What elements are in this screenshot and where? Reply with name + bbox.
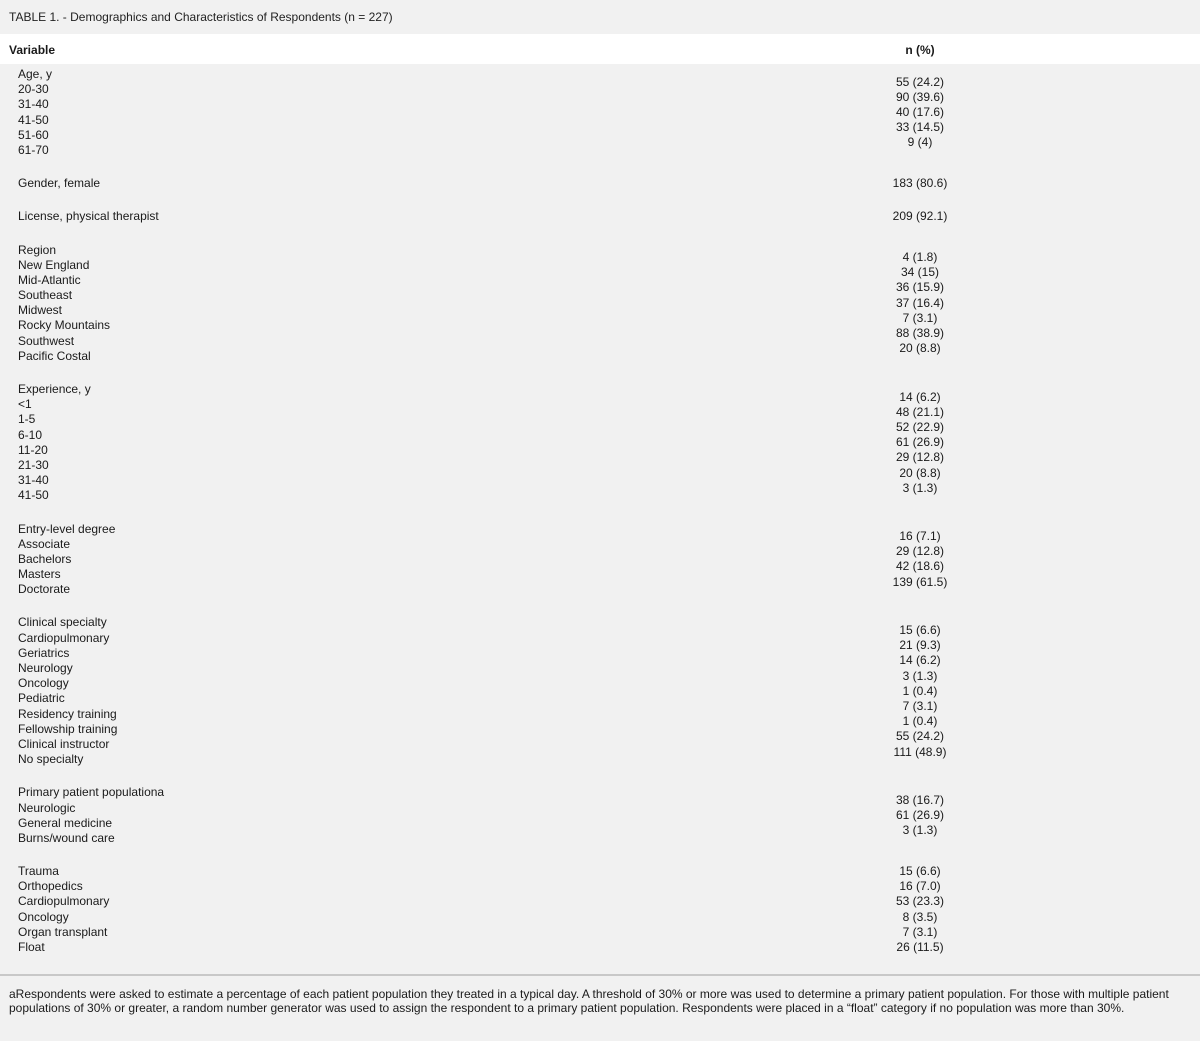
variable-column bbox=[18, 615, 618, 767]
n-percent-value: 7 (3.1) bbox=[902, 698, 938, 713]
variable-label: 31-40 bbox=[18, 473, 49, 488]
variable-column bbox=[18, 522, 618, 598]
n-percent-column bbox=[860, 529, 980, 590]
variable-label: 1-5 bbox=[18, 412, 36, 427]
variable-label: Burns/wound care bbox=[18, 830, 115, 845]
variable-label: 31-40 bbox=[18, 97, 49, 112]
n-percent-column bbox=[860, 864, 980, 955]
variable-label: New England bbox=[18, 257, 90, 272]
variable-label: Cardiopulmonary bbox=[18, 894, 110, 909]
variable-label: Float bbox=[18, 940, 45, 954]
variable-heading: Experience, y bbox=[18, 382, 91, 396]
n-percent-value: 38 (16.7) bbox=[895, 792, 945, 807]
variable-label: Associate bbox=[18, 536, 71, 551]
n-percent-column bbox=[860, 250, 980, 356]
variable-column bbox=[18, 67, 618, 158]
n-percent-column bbox=[860, 793, 980, 839]
variable-label: Oncology bbox=[18, 676, 69, 691]
n-percent-value: 55 (24.2) bbox=[895, 74, 945, 89]
variable-label: Southwest bbox=[18, 333, 75, 348]
variable-label: Southeast bbox=[18, 288, 73, 303]
n-percent-column bbox=[860, 623, 980, 760]
n-percent-value: 29 (12.8) bbox=[895, 544, 945, 559]
n-percent-value: 9 (4) bbox=[907, 135, 933, 150]
n-percent-column bbox=[860, 209, 980, 224]
variable-column bbox=[18, 864, 618, 955]
n-percent-value: 61 (26.9) bbox=[895, 808, 945, 823]
n-percent-value: 37 (16.4) bbox=[895, 295, 945, 310]
n-percent-value: 111 (48.9) bbox=[893, 744, 947, 759]
n-percent-value: 52 (22.9) bbox=[895, 419, 945, 434]
n-percent-value: 3 (1.3) bbox=[902, 480, 938, 495]
n-percent-value: 36 (15.9) bbox=[895, 280, 945, 295]
table-row-group bbox=[0, 382, 1200, 504]
variable-label: 6-10 bbox=[18, 427, 43, 442]
n-percent-value: 1 (0.4) bbox=[902, 714, 938, 729]
variable-heading: License, physical therapist bbox=[18, 209, 159, 224]
table-row-group bbox=[0, 522, 1200, 598]
variable-label: 20-30 bbox=[18, 82, 49, 97]
variable-heading: Primary patient populationa bbox=[18, 785, 165, 800]
variable-label: Geriatrics bbox=[18, 645, 70, 660]
variable-label: Residency training bbox=[18, 706, 117, 721]
n-percent-value: 16 (7.1) bbox=[899, 529, 941, 544]
variable-label: Orthopedics bbox=[18, 879, 83, 894]
n-percent-value: 53 (23.3) bbox=[895, 894, 945, 909]
variable-label: 51-60 bbox=[18, 127, 49, 142]
n-percent-value: 20 (8.8) bbox=[899, 465, 941, 480]
n-percent-value: 21 (9.3) bbox=[899, 638, 941, 653]
variable-label: 41-50 bbox=[18, 112, 49, 127]
variable-label: 21-30 bbox=[18, 457, 49, 472]
variable-label: 61-70 bbox=[18, 142, 49, 157]
n-percent-value: 29 (12.8) bbox=[895, 450, 945, 465]
n-percent-value: 7 (3.1) bbox=[902, 924, 938, 939]
header-variable: Variable bbox=[9, 43, 56, 57]
n-percent-value: 15 (6.6) bbox=[899, 623, 941, 638]
table-groups bbox=[0, 67, 1200, 973]
variable-label: Doctorate bbox=[18, 582, 71, 597]
n-percent-value: 139 (61.5) bbox=[892, 574, 948, 589]
header-n-percent: n (%) bbox=[905, 43, 935, 57]
n-percent-value: 55 (24.2) bbox=[895, 729, 945, 744]
variable-heading: Age, y bbox=[18, 67, 53, 81]
table-body bbox=[0, 64, 1200, 974]
n-percent-column bbox=[860, 75, 980, 151]
n-percent-value: 14 (6.2) bbox=[899, 653, 941, 668]
n-percent-value: 14 (6.2) bbox=[899, 389, 941, 404]
n-percent-value: 61 (26.9) bbox=[895, 435, 945, 450]
table-footnote: aRespondents were asked to estimate a percentage of each patient population they treated in a typical day. A threshold of 30% or more was used to determine a primary patient population. For those with multiple patient populations of 30% or greater, a random number generator was used to assign the respondent to a primary patient population. Respondents were placed in a “float” category if no population was more than 30%. bbox=[0, 976, 1200, 1041]
n-percent-value: 42 (18.6) bbox=[895, 559, 945, 574]
table-row-group bbox=[0, 864, 1200, 955]
variable-label: 41-50 bbox=[18, 488, 49, 503]
variable-label: General medicine bbox=[18, 815, 113, 830]
n-percent-value: 90 (39.6) bbox=[895, 89, 945, 104]
n-percent-column bbox=[860, 390, 980, 496]
variable-heading: Clinical specialty bbox=[18, 615, 107, 630]
n-percent-value: 16 (7.0) bbox=[899, 879, 941, 894]
variable-heading: Gender, female bbox=[18, 176, 101, 191]
variable-label: Oncology bbox=[18, 909, 69, 924]
n-percent-value: 7 (3.1) bbox=[902, 310, 938, 325]
n-percent-value: 3 (1.3) bbox=[902, 668, 938, 683]
variable-label: <1 bbox=[18, 397, 32, 412]
table-row-group bbox=[0, 243, 1200, 365]
variable-column bbox=[18, 209, 618, 224]
n-percent-value: 3 (1.3) bbox=[902, 823, 938, 838]
table-row-group bbox=[0, 209, 1200, 224]
variable-label: Organ transplant bbox=[18, 924, 108, 939]
variable-heading: Region bbox=[18, 242, 57, 257]
n-percent-value: 48 (21.1) bbox=[895, 404, 945, 419]
table-header-row bbox=[0, 34, 1200, 64]
variable-label: Neurologic bbox=[18, 800, 76, 815]
variable-label: Midwest bbox=[18, 303, 63, 318]
n-percent-value: 20 (8.8) bbox=[899, 341, 941, 356]
table-row-group bbox=[0, 67, 1200, 158]
n-percent-value: 34 (15) bbox=[900, 265, 940, 280]
variable-label: Cardiopulmonary bbox=[18, 630, 110, 645]
variable-label: Bachelors bbox=[18, 551, 72, 566]
variable-column bbox=[18, 176, 618, 191]
table-row-group bbox=[0, 785, 1200, 846]
n-percent-value: 8 (3.5) bbox=[902, 909, 938, 924]
variable-label: Fellowship training bbox=[18, 721, 118, 736]
variable-column bbox=[18, 382, 618, 504]
variable-label: Mid-Atlantic bbox=[18, 272, 81, 287]
variable-label: Neurology bbox=[18, 661, 73, 675]
n-percent-column bbox=[860, 176, 980, 191]
n-percent-value: 88 (38.9) bbox=[895, 326, 945, 341]
n-percent-value: 183 (80.6) bbox=[892, 176, 948, 191]
n-percent-value: 1 (0.4) bbox=[902, 683, 938, 698]
variable-label: Rocky Mountains bbox=[18, 318, 111, 333]
table-caption: TABLE 1. - Demographics and Characteristics of Respondents (n = 227) bbox=[0, 0, 1200, 34]
table-row-group bbox=[0, 176, 1200, 191]
n-percent-value: 33 (14.5) bbox=[895, 120, 945, 135]
variable-label: Clinical instructor bbox=[18, 736, 110, 751]
variable-label: Pediatric bbox=[18, 691, 65, 706]
variable-column bbox=[18, 243, 618, 365]
n-percent-value: 40 (17.6) bbox=[895, 104, 945, 119]
table-row-group bbox=[0, 615, 1200, 767]
variable-label: No specialty bbox=[18, 752, 84, 767]
variable-heading: Entry-level degree bbox=[18, 521, 116, 536]
variable-heading: Trauma bbox=[18, 864, 59, 879]
variable-label: 11-20 bbox=[18, 442, 48, 457]
variable-label: Masters bbox=[18, 567, 61, 582]
variable-column bbox=[18, 785, 618, 846]
n-percent-value: 209 (92.1) bbox=[892, 209, 948, 224]
variable-label: Pacific Costal bbox=[18, 348, 91, 363]
n-percent-value: 4 (1.8) bbox=[902, 250, 938, 265]
n-percent-value: 15 (6.6) bbox=[899, 864, 941, 879]
n-percent-value: 26 (11.5) bbox=[896, 940, 944, 954]
